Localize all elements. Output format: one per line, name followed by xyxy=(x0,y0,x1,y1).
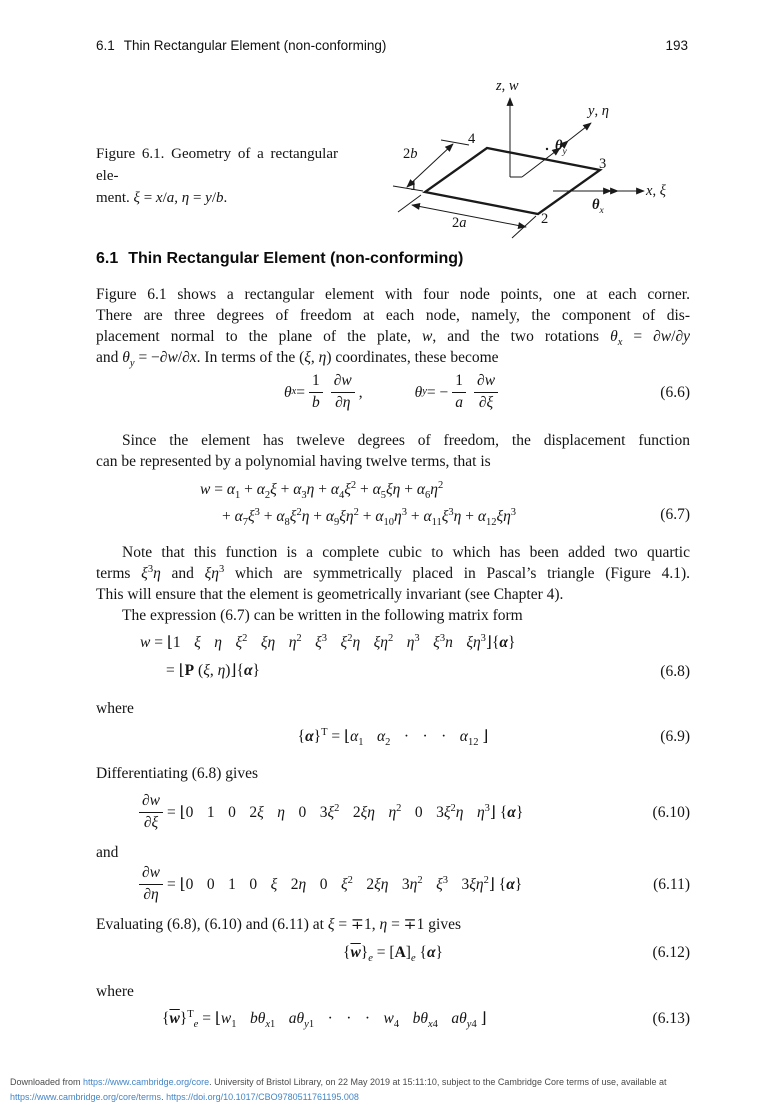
paragraph-line: There are three degrees of freedom at each node, namely, the component of dis- xyxy=(96,307,690,324)
figure-caption-line: ment. ξ = x/a, η = y/b. xyxy=(96,190,228,206)
footer-text: . xyxy=(161,1091,167,1102)
equation-6-8 xyxy=(96,630,690,686)
equation-6-7 xyxy=(96,476,690,530)
equation-number: (6.6) xyxy=(660,384,690,401)
figure-caption xyxy=(96,143,338,209)
figure-caption-line: Figure 6.1. Geometry of a rectangular ele- xyxy=(96,146,338,184)
paragraph-1 xyxy=(96,284,690,368)
section-number: 6.1 xyxy=(96,250,119,267)
paragraph-3 xyxy=(96,542,690,626)
equation-6-10 xyxy=(96,788,690,836)
section-heading xyxy=(96,250,463,268)
equation-number: (6.9) xyxy=(660,728,690,745)
x-axis-label: x, ξ xyxy=(646,183,666,199)
equation-content: ∂w ∂η = ⌊ 0 0 1 0 ξ 2η 0 $\xi^2$ 2ξη $3\eta^2$ $\xi^3$ $3\xi\eta^2$ ⌋ { α } xyxy=(135,860,690,908)
figure-6-1-diagram xyxy=(385,76,720,252)
node-1-label: 1 xyxy=(410,178,418,194)
equation-content: w = ⌊1 ξ η $\xi^2$ ξη $\eta^2$ $\xi^3$ $\xi^2\eta$ $\xi\eta^2$ $\eta^3$ $\xi^3n$ $\xi\eta^3⌋\{\alpha\}$ xyxy=(140,632,516,651)
equation-content: $\{\alpha\}^T$ = $⌊\alpha_1$ $\alpha_2$ · · · $\alpha_{12}$ ⌋ xyxy=(297,726,489,749)
equation-number: (6.8) xyxy=(660,663,690,680)
equation-number: (6.7) xyxy=(660,506,690,523)
paragraph-line: can be represented by a polynomial having twelve terms, that is xyxy=(96,453,491,470)
doi-link[interactable]: https://doi.org/10.1017/CBO9780511761195.008 xyxy=(166,1091,359,1102)
paragraph-line: terms $\xi^3\eta$ and $\xi\eta^3$ which are symmetrically placed in Pascal’s triangle (Figure 4.1). xyxy=(96,563,691,582)
paragraph-2 xyxy=(96,430,690,472)
equation-content: ∂w ∂ξ = ⌊ 0 1 0 2ξ η 0 $3\xi^2$ 2ξη $\eta^2$ 0 $3\xi^2\eta$ $\eta^3$ ⌋ { α } xyxy=(135,788,690,836)
element-geometry-drawing xyxy=(385,76,720,252)
where-word: where xyxy=(96,983,134,1000)
paragraph-line: The expression (6.7) can be written in the following matrix form xyxy=(122,607,523,624)
footer-text: Downloaded from xyxy=(10,1077,84,1087)
equation-6-9 xyxy=(96,726,690,747)
equation-content: = ⌊P (ξ, η)⌋{α} xyxy=(166,662,260,679)
paragraph-line: Figure 6.1 shows a rectangular element with four node points, one at each corner. xyxy=(96,286,690,303)
plate-outline xyxy=(425,148,600,214)
paragraph-line: and $\theta_y = -\partial w/\partial x$. In terms of the (ξ, η) coordinates, these become xyxy=(96,349,499,370)
footer-line-2 xyxy=(10,1090,776,1105)
download-footer xyxy=(10,1075,776,1104)
equation-content: $\{\overline{w}\}^T_e$ = $⌊w_1$ $b\theta_{x1}$ $a\theta_{y1}$ · · · $w_4$ $b\theta_{x4}$ $a\theta_{y4}$ ⌋ xyxy=(162,1008,487,1031)
dim-2a-label: 2a xyxy=(452,215,467,231)
section-title: Thin Rectangular Element (non-conforming) xyxy=(128,250,464,267)
equation-content: $\{\overline{w}\}_e = [A]_e$ {α} xyxy=(343,944,443,965)
theta-x-label: $\theta_x$ xyxy=(592,197,604,216)
running-head-section-number: 6.1 xyxy=(96,38,115,53)
y-axis-label: y, η xyxy=(588,103,609,119)
paragraph-line: This will ensure that the element is geometrically invariant (see Chapter 4). xyxy=(96,586,564,603)
where-word: where xyxy=(96,700,134,717)
body-text xyxy=(96,284,690,1080)
equation-content: + $\alpha_7\xi^3 + \alpha_8\xi^2\eta + \alpha_9\xi\eta^2 + \alpha_{10}\eta^3 + \alpha_{11}\xi^3\eta + \alpha_{12}\xi\eta^3$ xyxy=(222,506,517,529)
equation-6-12 xyxy=(96,942,690,963)
equation-content: θ x = 1 b ∂w ∂η , θ y = − 1 a ∂w ∂ξ xyxy=(96,368,690,416)
equation-number: (6.12) xyxy=(652,944,690,961)
cambridge-core-link[interactable]: https://www.cambridge.org/core xyxy=(83,1077,210,1087)
evaluating-line: Evaluating (6.8), (6.10) and (6.11) at ξ = ∓1, η = ∓1 gives xyxy=(96,916,462,933)
paragraph-line: Since the element has tweleve degrees of freedom, the displacement function xyxy=(122,432,690,449)
running-head xyxy=(96,38,688,53)
and-word: and xyxy=(96,844,119,861)
equation-number: (6.13) xyxy=(652,1010,690,1027)
theta-y-dot xyxy=(546,148,548,150)
page-number: 193 xyxy=(665,38,688,53)
running-head-title xyxy=(96,38,386,53)
footer-line-1 xyxy=(10,1075,776,1090)
node-3-label: 3 xyxy=(599,156,607,172)
equation-6-6 xyxy=(96,368,690,416)
equation-number: (6.10) xyxy=(652,804,690,821)
paragraph-line: Note that this function is a complete cubic to which has been added two quartic xyxy=(122,544,690,561)
node-4-label: 4 xyxy=(468,131,476,147)
dim-2b-label: 2b xyxy=(403,146,418,162)
theta-y-label: $\theta_y$ xyxy=(555,138,567,157)
node-2-label: 2 xyxy=(541,211,549,227)
z-axis-label: z, w xyxy=(496,78,519,94)
running-head-section-title: Thin Rectangular Element (non-conforming) xyxy=(123,38,387,53)
paragraph-line: placement normal to the plane of the plate, w, and the two rotations $\theta_x = \partial w/\partial y$ xyxy=(96,328,690,349)
equation-6-13 xyxy=(96,1008,690,1029)
equation-content: $w = \alpha_1 + \alpha_2\xi + \alpha_3\eta + \alpha_4\xi^2 + \alpha_5\xi\eta + \alpha_6\eta^2$ xyxy=(200,479,444,502)
terms-link[interactable]: https://www.cambridge.org/core/terms xyxy=(10,1091,162,1102)
y-axis-line xyxy=(568,123,591,141)
differentiating-line: Differentiating (6.8) gives xyxy=(96,765,258,782)
footer-text: . University of Bristol Library, on 22 May 2019 at 15:11:10, subject to the Cambridge Core terms of use, available at xyxy=(209,1077,667,1087)
equation-number: (6.11) xyxy=(653,876,690,893)
equation-6-11 xyxy=(96,860,690,908)
